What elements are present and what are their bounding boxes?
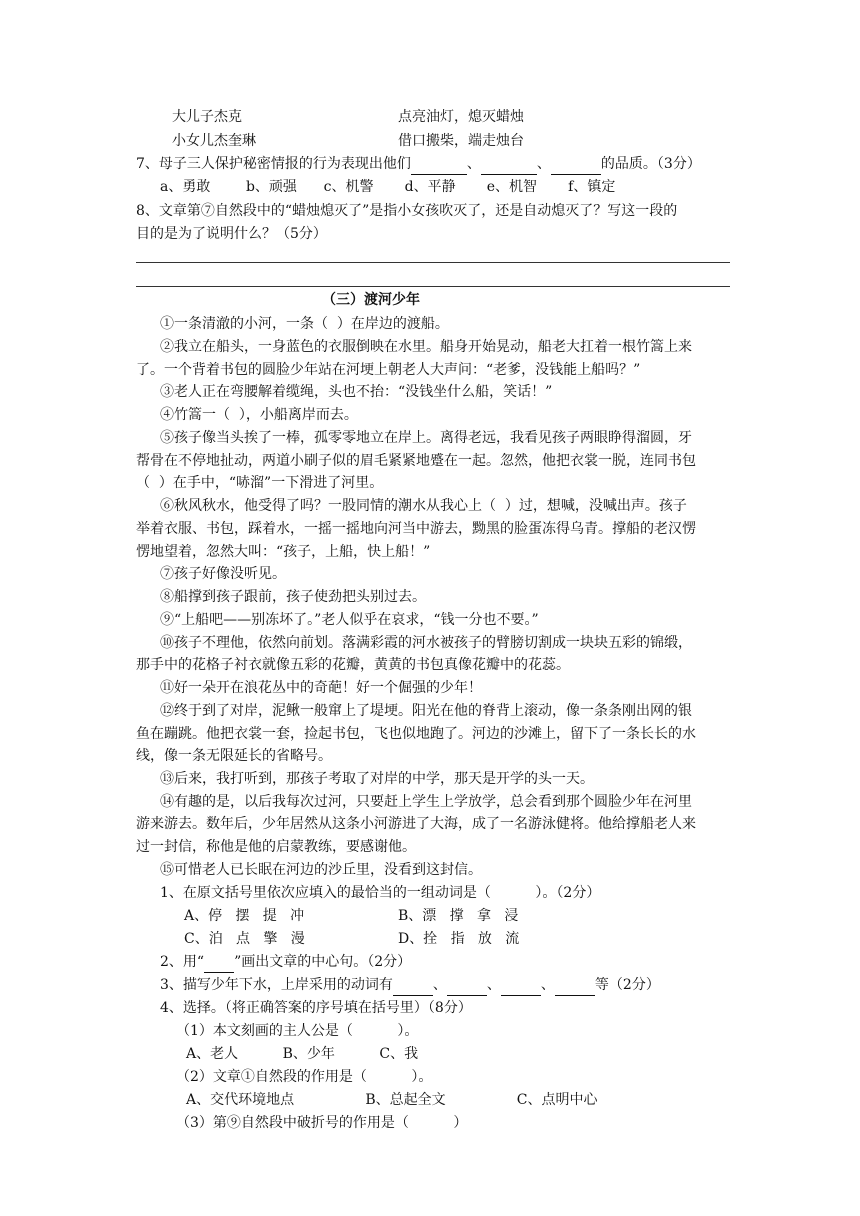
passage-line: 举着衣服、书包，踩着水，一摇一摇地向河当中游去，黝黑的脸蛋冻得乌青。撑船的老汉愣 [136, 521, 696, 537]
match-left-1: 大儿子杰克 [172, 109, 242, 125]
passage-line: ⑧船撑到孩子跟前，孩子使劲把头别过去。 [160, 589, 426, 605]
q1-option-a: A、停 摆 提 冲 [184, 908, 305, 924]
section-title: （三）渡河少年 [322, 292, 420, 308]
answer-blank[interactable] [447, 981, 487, 996]
q3-separator: 、 [486, 977, 501, 993]
answer-blank[interactable] [501, 981, 541, 996]
q7-separator: 、 [536, 156, 551, 172]
q2-suffix: ”画出文章的中心句。（2分） [234, 954, 412, 970]
answer-blank[interactable] [204, 958, 234, 973]
match-left-2: 小女儿杰奎琳 [172, 133, 256, 149]
passage-line: ⑥秋风秋水，他受得了吗？一股同情的潮水从我心上（ ）过，想喊，没喊出声。孩子 [160, 498, 687, 514]
q4-sub-2: （2）文章①自然段的作用是（ ）。 [176, 1069, 433, 1085]
answer-blank[interactable] [555, 981, 595, 996]
answer-blank[interactable] [481, 160, 537, 175]
question-4: 4、选择。（将正确答案的序号填在括号里）（8分） [160, 1000, 472, 1016]
q4-sub-1: （1）本文刻画的主人公是（ ）。 [176, 1023, 419, 1039]
q7-prefix: 7、母子三人保护秘密情报的行为表现出他们 [136, 156, 411, 172]
q3-prefix: 3、描写少年下水，上岸采用的动词有 [160, 977, 393, 993]
passage-line: ⑩孩子不理他，依然向前划。落满彩霞的河水被孩子的臂膀切割成一块块五彩的锦缎， [160, 635, 692, 651]
passage-line: 愣地望着，忽然大叫：“孩子，上船，快上船！” [136, 544, 431, 560]
passage-line: ②我立在船头，一身蓝色的衣服倒映在水里。船身开始晃动，船老大扛着一根竹篙上来 [160, 339, 692, 355]
q1-option-d: D、拴 指 放 流 [398, 931, 520, 947]
passage-line: （ ）在手中，“哧溜”一下滑进了河里。 [136, 475, 384, 491]
passage-line: ⑭有趣的是，以后我每次过河，只要赶上学生上学放学，总会看到那个圆脸少年在河里 [160, 794, 692, 810]
passage-line: 鱼在蹦跳。他把衣裳一套，捡起书包，飞也似地跑了。河边的沙滩上，留下了一条长长的水 [136, 726, 696, 742]
q7-separator: 、 [466, 156, 481, 172]
q3-suffix: 等（2分） [594, 977, 660, 993]
question-3 [160, 974, 660, 996]
answer-blank[interactable] [551, 160, 601, 175]
question-2 [160, 951, 411, 973]
passage-line: ⑮可惜老人已长眠在河边的沙丘里，没看到这封信。 [160, 862, 482, 878]
q7-options: a、勇敢 b、顽强 c、机警 d、平静 e、机智 f、镇定 [160, 179, 616, 195]
answer-line[interactable] [136, 286, 730, 287]
passage-line: ⑪好一朵开在浪花丛中的奇葩！好一个倔强的少年！ [160, 680, 482, 696]
question-8-line-2: 目的是为了说明什么？（5分） [136, 226, 327, 242]
passage-line: ⑫终于到了对岸，泥鳅一般窜上了堤埂。阳光在他的脊背上滚动，像一条条刚出网的银 [160, 703, 692, 719]
q7-suffix: 的品质。（3分） [600, 156, 701, 172]
match-right-1: 点亮油灯，熄灭蜡烛 [398, 109, 524, 125]
passage-line: 了。一个背着书包的圆脸少年站在河埂上朝老人大声问：“老爹，没钱能上船吗？” [136, 362, 641, 378]
passage-line: 帮骨在不停地扯动，两道小刷子似的眉毛紧紧地蹙在一起。忽然，他把衣裳一脱，连同书包 [136, 453, 696, 469]
question-7 [136, 153, 701, 175]
question-1: 1、在原文括号里依次应填入的最恰当的一组动词是（ ）。（2分） [160, 885, 601, 901]
q3-separator: 、 [432, 977, 447, 993]
passage-line: ③老人正在弯腰解着缆绳，头也不抬：“没钱坐什么船，笑话！” [160, 384, 553, 400]
passage-line: ⑦孩子好像没听见。 [160, 566, 286, 582]
q3-separator: 、 [540, 977, 555, 993]
match-right-2: 借口搬柴，端走烛台 [398, 133, 524, 149]
question-8-line-1: 8、文章第⑦自然段中的“蜡烛熄灭了”是指小女孩吹灭了，还是自动熄灭了？写这一段的 [136, 203, 678, 219]
q2-prefix: 2、用“ [160, 954, 205, 970]
answer-blank[interactable] [393, 981, 433, 996]
passage-line: 那手中的花格子衬衣就像五彩的花瓣，黄黄的书包真像花瓣中的花蕊。 [136, 657, 570, 673]
passage-line: ⑨“上船吧——别冻坏了。”老人似乎在哀求，“钱一分也不要。” [160, 612, 539, 628]
passage-line: ⑬后来，我打听到，那孩子考取了对岸的中学，那天是开学的头一天。 [160, 771, 594, 787]
q4-sub-2-options: A、交代环境地点 B、总起全文 C、点明中心 [186, 1092, 598, 1108]
passage-line: 过一封信，称他是他的启蒙教练，要感谢他。 [136, 839, 416, 855]
passage-line: 线，像一条无限延长的省略号。 [136, 748, 332, 764]
q1-option-b: B、漂 撑 拿 浸 [398, 908, 519, 924]
passage-line: 游来游去。数年后，少年居然从这条小河游进了大海，成了一名游泳健将。他给撑船老人来 [136, 816, 696, 832]
passage-line: ①一条清澈的小河，一条（ ）在岸边的渡船。 [160, 316, 449, 332]
q4-sub-1-options: A、老人 B、少年 C、我 [186, 1046, 419, 1062]
passage-line: ④竹篙一（ ），小船离岸而去。 [160, 407, 358, 423]
q1-option-c: C、泊 点 擎 漫 [184, 931, 305, 947]
q4-sub-3: （3）第⑨自然段中破折号的作用是（ ） [176, 1115, 468, 1131]
passage-line: ⑤孩子像当头挨了一棒，孤零零地立在岸上。离得老远，我看见孩子两眼睁得溜圆，牙 [160, 430, 692, 446]
answer-line[interactable] [136, 262, 730, 263]
answer-blank[interactable] [411, 160, 467, 175]
